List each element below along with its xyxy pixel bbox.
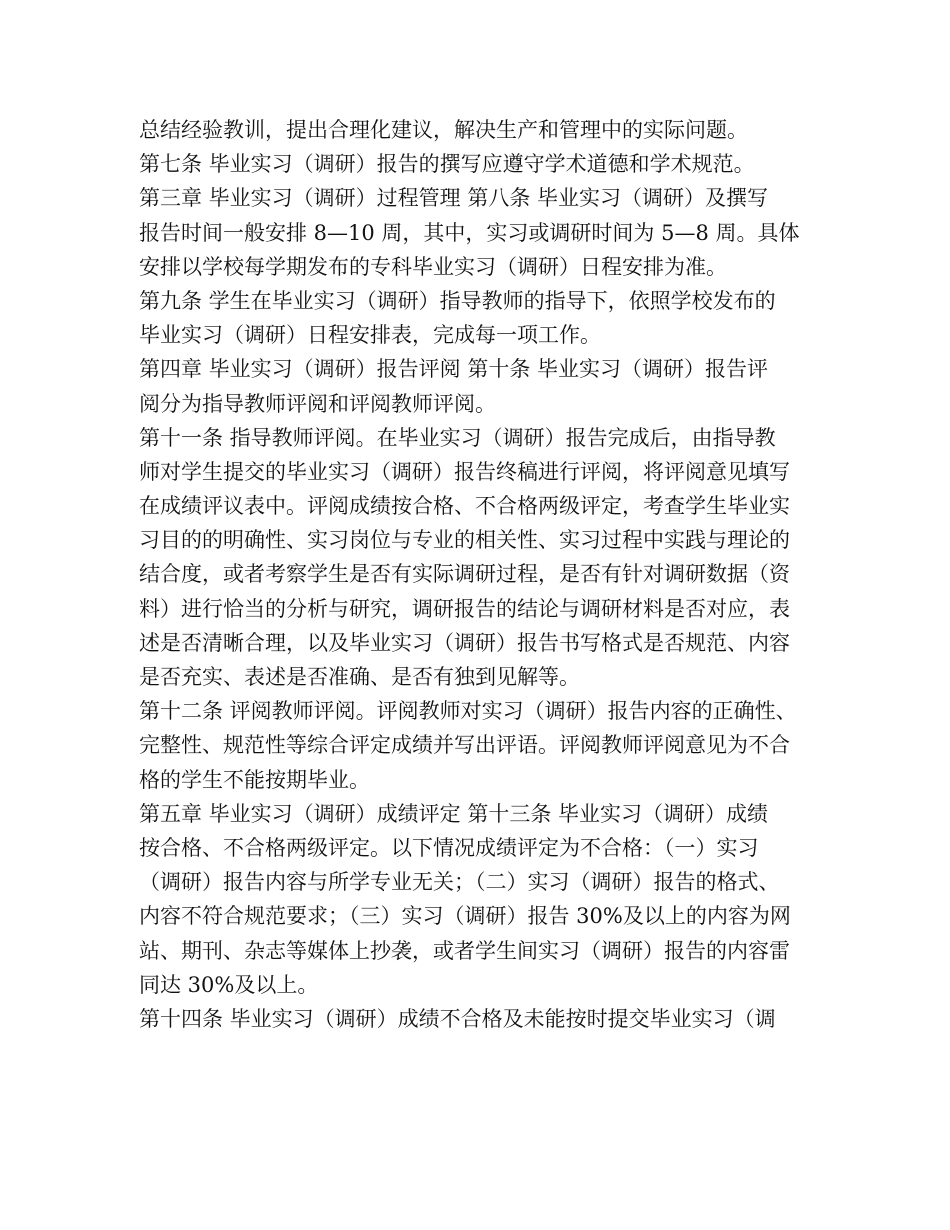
text-line: 是否充实、表述是否准确、是否有独到见解等。 bbox=[139, 665, 580, 689]
document-body bbox=[139, 113, 819, 1036]
text-line: 第十四条 毕业实习（调研）成绩不合格及未能按时提交毕业实习（调 bbox=[139, 1006, 776, 1031]
text-line: 安排以学校每学期发布的专科毕业实习（调研）日程安排为准。 bbox=[139, 254, 727, 279]
text-line: 完整性、规范性等综合评定成绩并写出评语。评阅教师评阅意见为不合 bbox=[139, 733, 790, 758]
text-line: 在成绩评议表中。评阅成绩按合格、不合格两级评定，考查学生毕业实 bbox=[139, 494, 790, 519]
text-line: 格的学生不能按期毕业。 bbox=[139, 767, 370, 792]
text-line: 结合度，或者考察学生是否有实际调研过程，是否有针对调研数据（资 bbox=[139, 562, 790, 587]
text-line: 站、期刊、杂志等媒体上抄袭，或者学生间实习（调研）报告的内容雷 bbox=[139, 938, 790, 963]
text-line: 第四章 毕业实习（调研）报告评阅 第十条 毕业实习（调研）报告评 bbox=[139, 357, 769, 382]
text-line: 师对学生提交的毕业实习（调研）报告终稿进行评阅，将评阅意见填写 bbox=[139, 459, 790, 484]
text-line: 第十一条 指导教师评阅。在毕业实习（调研）报告完成后，由指导教 bbox=[139, 425, 776, 450]
text-line: 报告时间一般安排 8—10 周，其中，实习或调研时间为 5—8 周。具体 bbox=[139, 220, 800, 245]
text-line: 阅分为指导教师评阅和评阅教师评阅。 bbox=[139, 391, 496, 416]
text-line: 按合格、不合格两级评定。以下情况成绩评定为不合格：（一）实习 bbox=[139, 835, 759, 860]
text-line: 料）进行恰当的分析与研究，调研报告的结论与调研材料是否对应，表 bbox=[139, 596, 790, 621]
text-line: 第七条 毕业实习（调研）报告的撰写应遵守学术道德和学术规范。 bbox=[139, 152, 755, 177]
text-line: 毕业实习（调研）日程安排表，完成每一项工作。 bbox=[139, 323, 601, 348]
text-line: 第十二条 评阅教师评阅。评阅教师对实习（调研）报告内容的正确性、 bbox=[139, 699, 797, 724]
text-line: 内容不符合规范要求；（三）实习（调研）报告 30%及以上的内容为网 bbox=[139, 904, 791, 929]
text-line: 总结经验教训，提出合理化建议，解决生产和管理中的实际问题。 bbox=[139, 118, 748, 142]
text-line: 习目的的明确性、实习岗位与专业的相关性、实习过程中实践与理论的 bbox=[139, 528, 790, 553]
text-line: 同达 30%及以上。 bbox=[139, 972, 319, 997]
text-line: 第三章 毕业实习（调研）过程管理 第八条 毕业实习（调研）及撰写 bbox=[139, 186, 769, 211]
text-line: 第九条 学生在毕业实习（调研）指导教师的指导下，依照学校发布的 bbox=[139, 288, 776, 313]
text-line: 第五章 毕业实习（调研）成绩评定 第十三条 毕业实习（调研）成绩 bbox=[139, 801, 769, 826]
text-line: （调研）报告内容与所学专业无关；（二）实习（调研）报告的格式、 bbox=[139, 870, 780, 895]
text-line: 述是否清晰合理，以及毕业实习（调研）报告书写格式是否规范、内容 bbox=[139, 630, 790, 655]
